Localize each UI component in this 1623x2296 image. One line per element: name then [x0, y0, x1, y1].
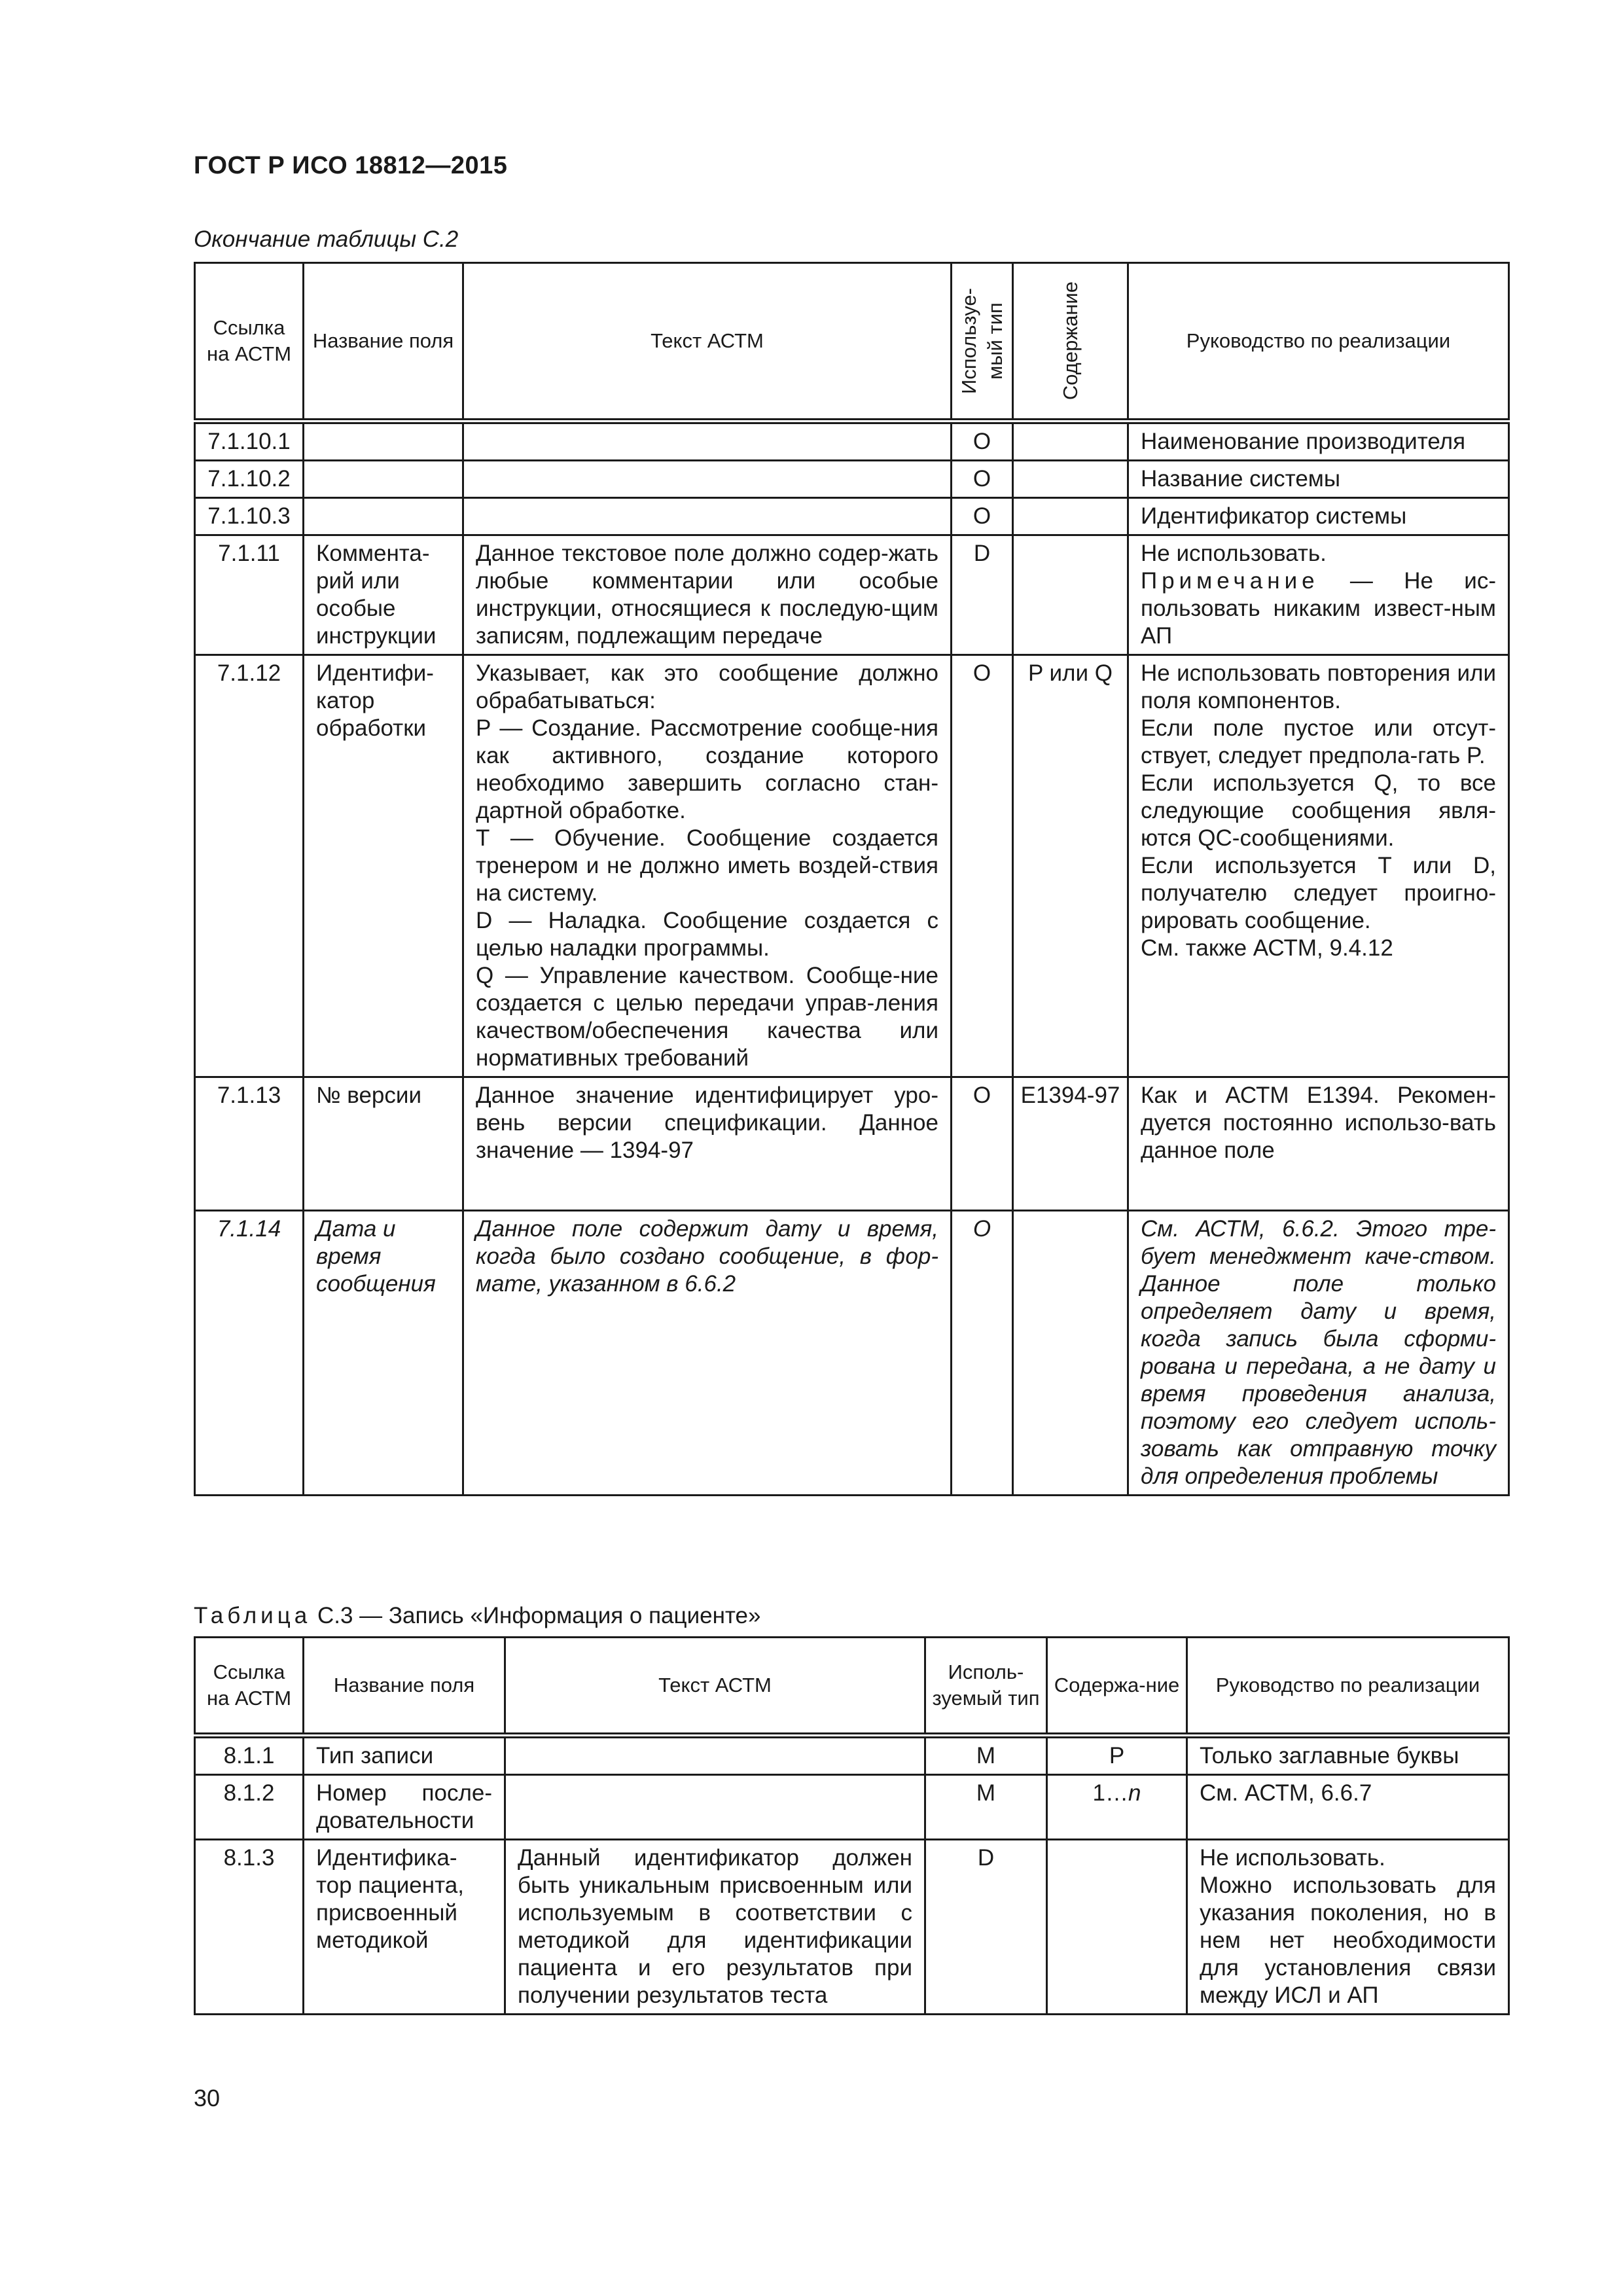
cell-text: Данное значение идентифицирует уро-вень версии спецификации. Данное значение — 1394-97: [463, 1077, 952, 1211]
cell-ref: 8.1.3: [195, 1840, 304, 2015]
cell-name: Коммента-рий или особые инструкции: [304, 535, 463, 655]
cell-name: Тип записи: [304, 1736, 505, 1775]
cell-text: [505, 1736, 925, 1775]
guide-line: Если используется T или D, получателю следует проигно-рировать сообщение.: [1141, 853, 1496, 933]
cell-name: [304, 461, 463, 498]
guide-line: Можно использовать для указания поколения, но в нем нет необходимости для установления связи между ИСЛ и АП: [1200, 1873, 1496, 2008]
col-header-text: Текст АСТМ: [505, 1638, 925, 1736]
cell-type: D: [952, 535, 1013, 655]
cell-type: M: [925, 1775, 1047, 1840]
cell-guide: Как и АСТМ E1394. Рекомен-дуется постоянно использо-вать данное поле: [1128, 1077, 1509, 1211]
cell-content: [1013, 461, 1128, 498]
col-header-guide: Руководство по реализации: [1187, 1638, 1509, 1736]
table-row: [195, 1736, 1509, 1775]
text-line: Q — Управление качеством. Сообще-ние создается с целью передачи управ-ления качеством/обеспечения качества или нормативных требований: [476, 963, 938, 1071]
guide-line: Не использовать повторения или поля компонентов.: [1141, 660, 1496, 713]
table-c3-caption-label: Таблица: [194, 1603, 312, 1628]
cell-guide: См. АСТМ, 6.6.2. Этого тре-бует менеджмент каче-ством. Данное поле только определяет дату и время, когда запись была сформи-рована и передана, а не дату и время проведения анализа, поэтому его следует исполь-зовать как отправную точку для определения проблемы: [1128, 1211, 1509, 1496]
cell-ref: 7.1.10.2: [195, 461, 304, 498]
col-header-used-type: Исполь-зуемый тип: [925, 1638, 1047, 1736]
cell-name: [304, 498, 463, 535]
cell-content: P: [1047, 1736, 1187, 1775]
table-c2-caption: Окончание таблицы С.2: [194, 226, 459, 252]
col-header-content: Содержа-ние: [1047, 1638, 1187, 1736]
cell-guide: Только заглавные буквы: [1187, 1736, 1509, 1775]
table-row: [195, 1775, 1509, 1840]
col-header-guide: Руководство по реализации: [1128, 263, 1509, 422]
content-label: Содержание: [1058, 281, 1082, 401]
table-row: [195, 655, 1509, 1077]
cell-text: Данное текстовое поле должно содер-жать любые комментарии или особые инструкции, относящиеся к последую-щим записям, подлежащим передаче: [463, 535, 952, 655]
cell-text: Данное поле содержит дату и время, когда было создано сообщение, в фор-мате, указанном в 6.6.2: [463, 1211, 952, 1496]
cell-guide: Название системы: [1128, 461, 1509, 498]
col-header-name: Название поля: [304, 1638, 505, 1736]
guide-line: См. также АСТМ, 9.4.12: [1141, 935, 1393, 961]
cell-ref: 7.1.14: [195, 1211, 304, 1496]
page-number: 30: [194, 2085, 221, 2111]
cell-ref: 7.1.10.3: [195, 498, 304, 535]
cell-type: O: [952, 498, 1013, 535]
cell-ref: 7.1.10.1: [195, 422, 304, 461]
text-line: P — Создание. Рассмотрение сообще-ния как активного, создание которого необходимо завершить согласно стан-дартной обработке.: [476, 715, 938, 823]
col-header-content: [1013, 263, 1128, 422]
table-c3: [194, 1636, 1510, 2015]
content-range: 1…: [1092, 1780, 1128, 1806]
cell-text: [463, 655, 952, 1077]
cell-type: M: [925, 1736, 1047, 1775]
table-header-row: [195, 1638, 1509, 1736]
cell-content: [1013, 1211, 1128, 1496]
cell-content: [1013, 422, 1128, 461]
table-c3-caption: [194, 1603, 761, 1629]
guide-lead: Не использовать.: [1141, 541, 1327, 566]
cell-guide: Наименование производителя: [1128, 422, 1509, 461]
cell-content: P или Q: [1013, 655, 1128, 1077]
cell-ref: 7.1.13: [195, 1077, 304, 1211]
cell-content: [1047, 1840, 1187, 2015]
table-c2: [194, 262, 1510, 1496]
content-range-var: n: [1128, 1780, 1141, 1806]
cell-ref: 7.1.12: [195, 655, 304, 1077]
cell-name: Идентифика-тор пациента, присвоенный методикой: [304, 1840, 505, 2015]
col-header-ref: Ссылка на АСТМ: [195, 1638, 304, 1736]
table-c3-caption-text: С.3 — Запись «Информация о пациенте»: [311, 1603, 761, 1628]
cell-name: Идентифи-катор обработки: [304, 655, 463, 1077]
cell-type: D: [925, 1840, 1047, 2015]
table-header-row: [195, 263, 1509, 422]
document-header: ГОСТ Р ИСО 18812—2015: [194, 152, 508, 179]
cell-content: [1047, 1775, 1187, 1840]
cell-guide: См. АСТМ, 6.6.7: [1187, 1775, 1509, 1840]
note-text: — Не ис-пользовать никаким извест-ным АП: [1141, 568, 1496, 649]
cell-text: [463, 498, 952, 535]
table-row: [195, 461, 1509, 498]
table-row: [195, 1077, 1509, 1211]
cell-guide: [1128, 655, 1509, 1077]
cell-type: O: [952, 461, 1013, 498]
text-line: Указывает, как это сообщение должно обрабатываться:: [476, 660, 938, 713]
cell-content: [1013, 535, 1128, 655]
col-header-name: Название поля: [304, 263, 463, 422]
cell-name: № версии: [304, 1077, 463, 1211]
table-row: [195, 422, 1509, 461]
cell-type: O: [952, 1211, 1013, 1496]
cell-type: O: [952, 1077, 1013, 1211]
guide-line: Если используется Q, то все следующие сообщения явля-ются QC-сообщениями.: [1141, 770, 1496, 851]
guide-note: [1141, 567, 1496, 650]
text-line: D — Наладка. Сообщение создается с целью наладки программы.: [476, 908, 938, 961]
cell-text: [505, 1775, 925, 1840]
cell-name: Номер после-довательности: [304, 1775, 505, 1840]
cell-type: O: [952, 422, 1013, 461]
table-row: [195, 1211, 1509, 1496]
cell-type: O: [952, 655, 1013, 1077]
cell-guide: [1128, 535, 1509, 655]
col-header-used-type: [952, 263, 1013, 422]
cell-text: Данный идентификатор должен быть уникальным присвоенным или используемым в соответствии с методикой для идентификации пациента и его результатов при получении результатов теста: [505, 1840, 925, 2015]
text-line: T — Обучение. Сообщение создается тренером и не должно иметь воздей-ствия на систему.: [476, 825, 938, 906]
table-row: [195, 535, 1509, 655]
guide-line: Если поле пустое или отсут-ствует, следует предпола-гать P.: [1141, 715, 1496, 768]
cell-name: Дата и время сообщения: [304, 1211, 463, 1496]
cell-ref: 8.1.2: [195, 1775, 304, 1840]
cell-content: E1394-97: [1013, 1077, 1128, 1211]
col-header-text: Текст АСТМ: [463, 263, 952, 422]
cell-text: [463, 422, 952, 461]
cell-name: [304, 422, 463, 461]
col-header-ref: Ссылка на АСТМ: [195, 263, 304, 422]
cell-guide: [1187, 1840, 1509, 2015]
used-type-label: Используе-мый тип: [957, 288, 1007, 394]
cell-ref: 8.1.1: [195, 1736, 304, 1775]
table-row: [195, 498, 1509, 535]
table-row: [195, 1840, 1509, 2015]
cell-guide: Идентификатор системы: [1128, 498, 1509, 535]
note-label: Примечание: [1141, 568, 1319, 594]
guide-line: Не использовать.: [1200, 1845, 1385, 1871]
cell-text: [463, 461, 952, 498]
cell-content: [1013, 498, 1128, 535]
cell-ref: 7.1.11: [195, 535, 304, 655]
